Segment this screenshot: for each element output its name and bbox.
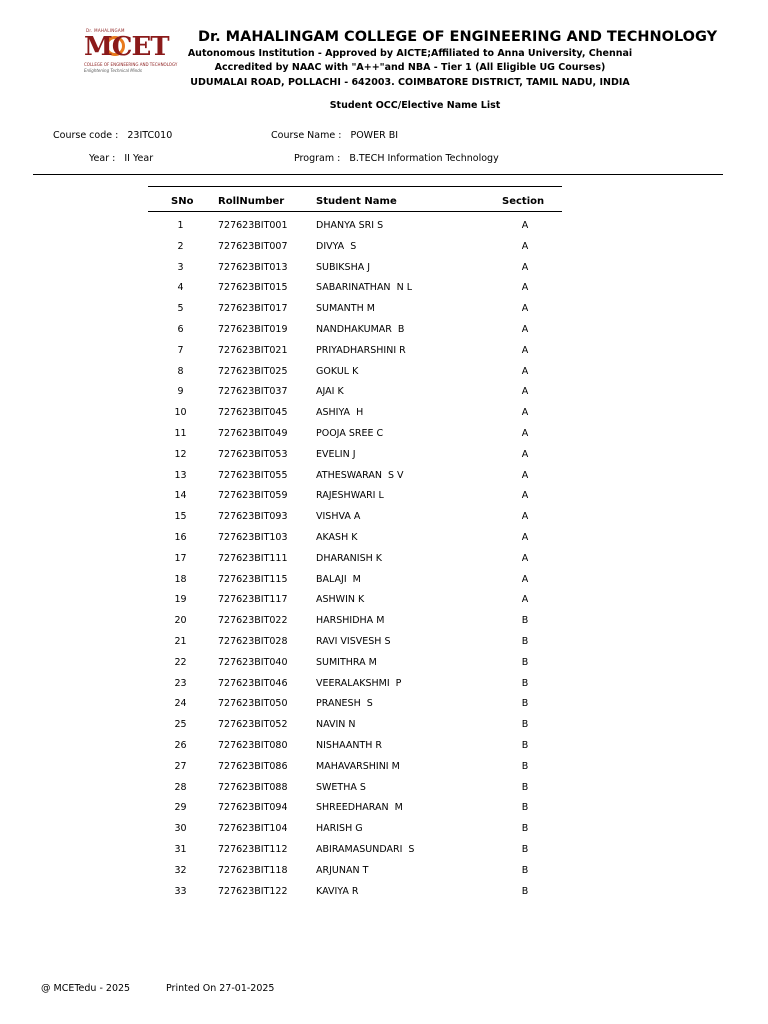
- cell-roll-number: 727623BIT093: [218, 511, 288, 523]
- table-row: [148, 237, 562, 258]
- cell-roll-number: 727623BIT094: [218, 802, 288, 814]
- cell-student-name: SABARINATHAN N L: [316, 282, 413, 294]
- course-code-field: [53, 130, 172, 141]
- cell-sno: 27: [174, 760, 187, 772]
- program-label: Program :: [294, 153, 341, 164]
- cell-section: A: [521, 490, 529, 502]
- cell-sno: 21: [174, 635, 187, 647]
- table-row: [148, 549, 562, 570]
- table-row: [148, 278, 562, 299]
- college-logo: [82, 28, 178, 76]
- cell-roll-number: 727623BIT037: [218, 386, 288, 398]
- cell-section: B: [521, 802, 529, 814]
- cell-sno: 33: [174, 885, 187, 897]
- cell-section: A: [521, 448, 529, 460]
- course-code-value: 23ITC010: [127, 130, 173, 141]
- cell-roll-number: 727623BIT055: [218, 469, 288, 481]
- table-row: [148, 216, 562, 237]
- cell-sno: 3: [177, 261, 184, 273]
- cell-roll-number: 727623BIT118: [218, 864, 288, 876]
- cell-student-name: ABIRAMASUNDARI S: [316, 843, 415, 855]
- course-name-value: POWER BI: [350, 130, 399, 141]
- cell-sno: 10: [174, 407, 187, 419]
- cell-section: B: [521, 719, 529, 731]
- table-row: [148, 778, 562, 799]
- cell-section: A: [521, 323, 529, 335]
- table-row: [148, 861, 562, 882]
- cell-section: A: [521, 303, 529, 315]
- cell-student-name: MAHAVARSHINI M: [316, 760, 400, 772]
- table-row: [148, 757, 562, 778]
- cell-sno: 17: [174, 552, 187, 564]
- cell-student-name: SUMITHRA M: [316, 656, 377, 668]
- cell-section: B: [521, 677, 529, 689]
- cell-student-name: PRIYADHARSHINI R: [316, 344, 406, 356]
- cell-sno: 19: [174, 594, 187, 606]
- header-student-name: Student Name: [316, 196, 397, 207]
- cell-student-name: DHARANISH K: [316, 552, 383, 564]
- cell-roll-number: 727623BIT001: [218, 220, 288, 231]
- cell-roll-number: 727623BIT050: [218, 698, 288, 710]
- cell-roll-number: 727623BIT019: [218, 323, 288, 335]
- cell-sno: 12: [174, 448, 187, 460]
- cell-sno: 32: [174, 864, 187, 876]
- course-code-label: Course code :: [53, 130, 119, 141]
- cell-student-name: SUBIKSHA J: [316, 261, 371, 273]
- cell-student-name: NAVIN N: [316, 719, 356, 731]
- cell-student-name: KAVIYA R: [316, 885, 359, 897]
- cell-student-name: ARJUNAN T: [316, 864, 369, 876]
- table-row: [148, 570, 562, 591]
- logo-top-text: Dr. MAHALINGAM: [86, 28, 125, 33]
- cell-sno: 18: [174, 573, 187, 585]
- cell-student-name: DIVYA S: [316, 240, 357, 252]
- cell-section: A: [521, 261, 529, 273]
- table-row: [148, 403, 562, 424]
- cell-roll-number: 727623BIT104: [218, 823, 288, 835]
- cell-student-name: PRANESH S: [316, 698, 373, 710]
- cell-section: B: [521, 698, 529, 710]
- cell-section: B: [521, 864, 529, 876]
- cell-section: B: [521, 635, 529, 647]
- cell-roll-number: 727623BIT025: [218, 365, 288, 377]
- header-line-3: UDUMALAI ROAD, POLLACHI - 642003. COIMBATORE DISTRICT, TAMIL NADU, INDIA: [190, 77, 630, 88]
- cell-student-name: ASHWIN K: [316, 594, 365, 606]
- logo-tagline: Enlightening Technical Minds: [84, 68, 142, 73]
- cell-sno: 9: [177, 386, 184, 398]
- table-row: [148, 341, 562, 362]
- header-section: Section: [502, 196, 545, 207]
- table-row: [148, 819, 562, 840]
- cell-roll-number: 727623BIT007: [218, 240, 288, 252]
- cell-section: B: [521, 760, 529, 772]
- table-row: [148, 674, 562, 695]
- cell-student-name: SWETHA S: [316, 781, 366, 793]
- cell-section: A: [521, 573, 529, 585]
- cell-roll-number: 727623BIT022: [218, 615, 288, 627]
- logo-subtitle: COLLEGE OF ENGINEERING AND TECHNOLOGY: [84, 62, 178, 67]
- cell-section: A: [521, 240, 529, 252]
- cell-roll-number: 727623BIT103: [218, 531, 288, 543]
- cell-section: A: [521, 282, 529, 294]
- student-table-body: [148, 216, 562, 902]
- cell-roll-number: 727623BIT115: [218, 573, 288, 585]
- cell-student-name: ASHIYA H: [316, 407, 364, 419]
- cell-roll-number: 727623BIT122: [218, 885, 288, 897]
- cell-sno: 5: [177, 303, 184, 315]
- header-roll-number: RollNumber: [218, 196, 285, 207]
- cell-section: A: [521, 552, 529, 564]
- cell-student-name: BALAJI M: [316, 573, 361, 585]
- cell-section: A: [521, 386, 529, 398]
- table-row: [148, 840, 562, 861]
- list-title: Student OCC/Elective Name List: [329, 100, 501, 111]
- cell-sno: 26: [174, 739, 187, 751]
- table-header-border: [148, 211, 562, 212]
- cell-student-name: GOKUL K: [316, 365, 359, 377]
- logo-mark: MCET: [84, 32, 169, 62]
- cell-student-name: HARISH G: [316, 823, 363, 835]
- table-row: [148, 653, 562, 674]
- cell-sno: 8: [177, 365, 184, 377]
- cell-roll-number: 727623BIT045: [218, 407, 288, 419]
- cell-roll-number: 727623BIT053: [218, 448, 288, 460]
- cell-section: A: [521, 220, 529, 231]
- cell-roll-number: 727623BIT117: [218, 594, 288, 606]
- cell-sno: 24: [174, 698, 187, 710]
- cell-sno: 16: [174, 531, 187, 543]
- header-line-2: Accredited by NAAC with "A++"and NBA - Tier 1 (All Eligible UG Courses): [214, 62, 606, 73]
- cell-roll-number: 727623BIT013: [218, 261, 288, 273]
- table-row: [148, 424, 562, 445]
- cell-sno: 13: [174, 469, 187, 481]
- cell-student-name: AJAI K: [316, 386, 344, 398]
- year-field: [89, 153, 153, 164]
- cell-sno: 25: [174, 719, 187, 731]
- cell-sno: 31: [174, 843, 187, 855]
- cell-roll-number: 727623BIT080: [218, 739, 288, 751]
- table-top-border: [148, 186, 562, 187]
- cell-student-name: ATHESWARAN S V: [316, 469, 404, 481]
- cell-student-name: NISHAANTH R: [316, 739, 383, 751]
- cell-section: B: [521, 656, 529, 668]
- cell-sno: 14: [174, 490, 187, 502]
- cell-section: A: [521, 407, 529, 419]
- course-name-field: [271, 130, 398, 141]
- table-row: [148, 632, 562, 653]
- cell-section: A: [521, 531, 529, 543]
- table-row: [148, 486, 562, 507]
- table-row: [148, 736, 562, 757]
- cell-sno: 1: [177, 220, 184, 231]
- header-divider: [33, 174, 723, 175]
- cell-roll-number: 727623BIT112: [218, 843, 288, 855]
- cell-roll-number: 727623BIT059: [218, 490, 288, 502]
- cell-student-name: SHREEDHARAN M: [316, 802, 403, 814]
- cell-sno: 2: [177, 240, 184, 252]
- cell-student-name: EVELIN J: [316, 448, 356, 460]
- cell-section: A: [521, 469, 529, 481]
- cell-section: A: [521, 511, 529, 523]
- cell-section: B: [521, 823, 529, 835]
- table-row: [148, 466, 562, 487]
- cell-section: B: [521, 781, 529, 793]
- cell-section: B: [521, 843, 529, 855]
- cell-section: A: [521, 594, 529, 606]
- cell-student-name: POOJA SREE C: [316, 427, 384, 439]
- cell-sno: 6: [177, 323, 184, 335]
- cell-student-name: VEERALAKSHMI P: [316, 677, 402, 689]
- table-row: [148, 528, 562, 549]
- cell-student-name: RAJESHWARI L: [316, 490, 384, 502]
- table-row: [148, 299, 562, 320]
- footer-printed-date: Printed On 27-01-2025: [166, 983, 275, 994]
- cell-roll-number: 727623BIT111: [218, 552, 288, 564]
- cell-sno: 28: [174, 781, 187, 793]
- cell-section: A: [521, 365, 529, 377]
- cell-sno: 23: [174, 677, 187, 689]
- cell-student-name: NANDHAKUMAR B: [316, 323, 405, 335]
- table-row: [148, 362, 562, 383]
- program-field: [294, 153, 499, 164]
- table-row: [148, 715, 562, 736]
- cell-sno: 29: [174, 802, 187, 814]
- cell-sno: 7: [177, 344, 184, 356]
- table-row: [148, 694, 562, 715]
- cell-student-name: AKASH K: [316, 531, 358, 543]
- cell-roll-number: 727623BIT088: [218, 781, 288, 793]
- cell-sno: 4: [177, 282, 184, 294]
- cell-roll-number: 727623BIT086: [218, 760, 288, 772]
- footer-copyright: @ MCETedu - 2025: [41, 983, 131, 994]
- cell-student-name: VISHVA A: [316, 511, 361, 523]
- cell-roll-number: 727623BIT046: [218, 677, 288, 689]
- table-row: [148, 507, 562, 528]
- table-row: [148, 320, 562, 341]
- table-row: [148, 611, 562, 632]
- table-row: [148, 798, 562, 819]
- cell-section: B: [521, 885, 529, 897]
- cell-roll-number: 727623BIT028: [218, 635, 288, 647]
- cell-roll-number: 727623BIT017: [218, 303, 288, 315]
- cell-roll-number: 727623BIT021: [218, 344, 288, 356]
- table-row: [148, 445, 562, 466]
- cell-student-name: SUMANTH M: [316, 303, 375, 315]
- header-line-1: Autonomous Institution - Approved by AICTE;Affiliated to Anna University, Chennai: [187, 48, 633, 59]
- cell-sno: 30: [174, 823, 187, 835]
- table-row: [148, 590, 562, 611]
- course-name-label: Course Name :: [271, 130, 342, 141]
- cell-student-name: RAVI VISVESH S: [316, 635, 391, 647]
- college-name: Dr. MAHALINGAM COLLEGE OF ENGINEERING AND TECHNOLOGY: [198, 29, 718, 45]
- cell-section: A: [521, 344, 529, 356]
- year-value: II Year: [124, 153, 154, 164]
- cell-student-name: DHANYA SRI S: [316, 220, 384, 231]
- year-label: Year :: [89, 153, 116, 164]
- cell-roll-number: 727623BIT040: [218, 656, 288, 668]
- cell-roll-number: 727623BIT049: [218, 427, 288, 439]
- cell-sno: 15: [174, 511, 187, 523]
- header-sno: SNo: [171, 196, 194, 207]
- cell-roll-number: 727623BIT052: [218, 719, 288, 731]
- table-row: [148, 882, 562, 903]
- cell-section: B: [521, 615, 529, 627]
- cell-section: A: [521, 427, 529, 439]
- cell-sno: 20: [174, 615, 187, 627]
- table-row: [148, 382, 562, 403]
- table-row: [148, 258, 562, 279]
- cell-sno: 22: [174, 656, 187, 668]
- cell-student-name: HARSHIDHA M: [316, 615, 385, 627]
- cell-sno: 11: [174, 427, 187, 439]
- cell-roll-number: 727623BIT015: [218, 282, 288, 294]
- cell-section: B: [521, 739, 529, 751]
- program-value: B.TECH Information Technology: [349, 153, 499, 164]
